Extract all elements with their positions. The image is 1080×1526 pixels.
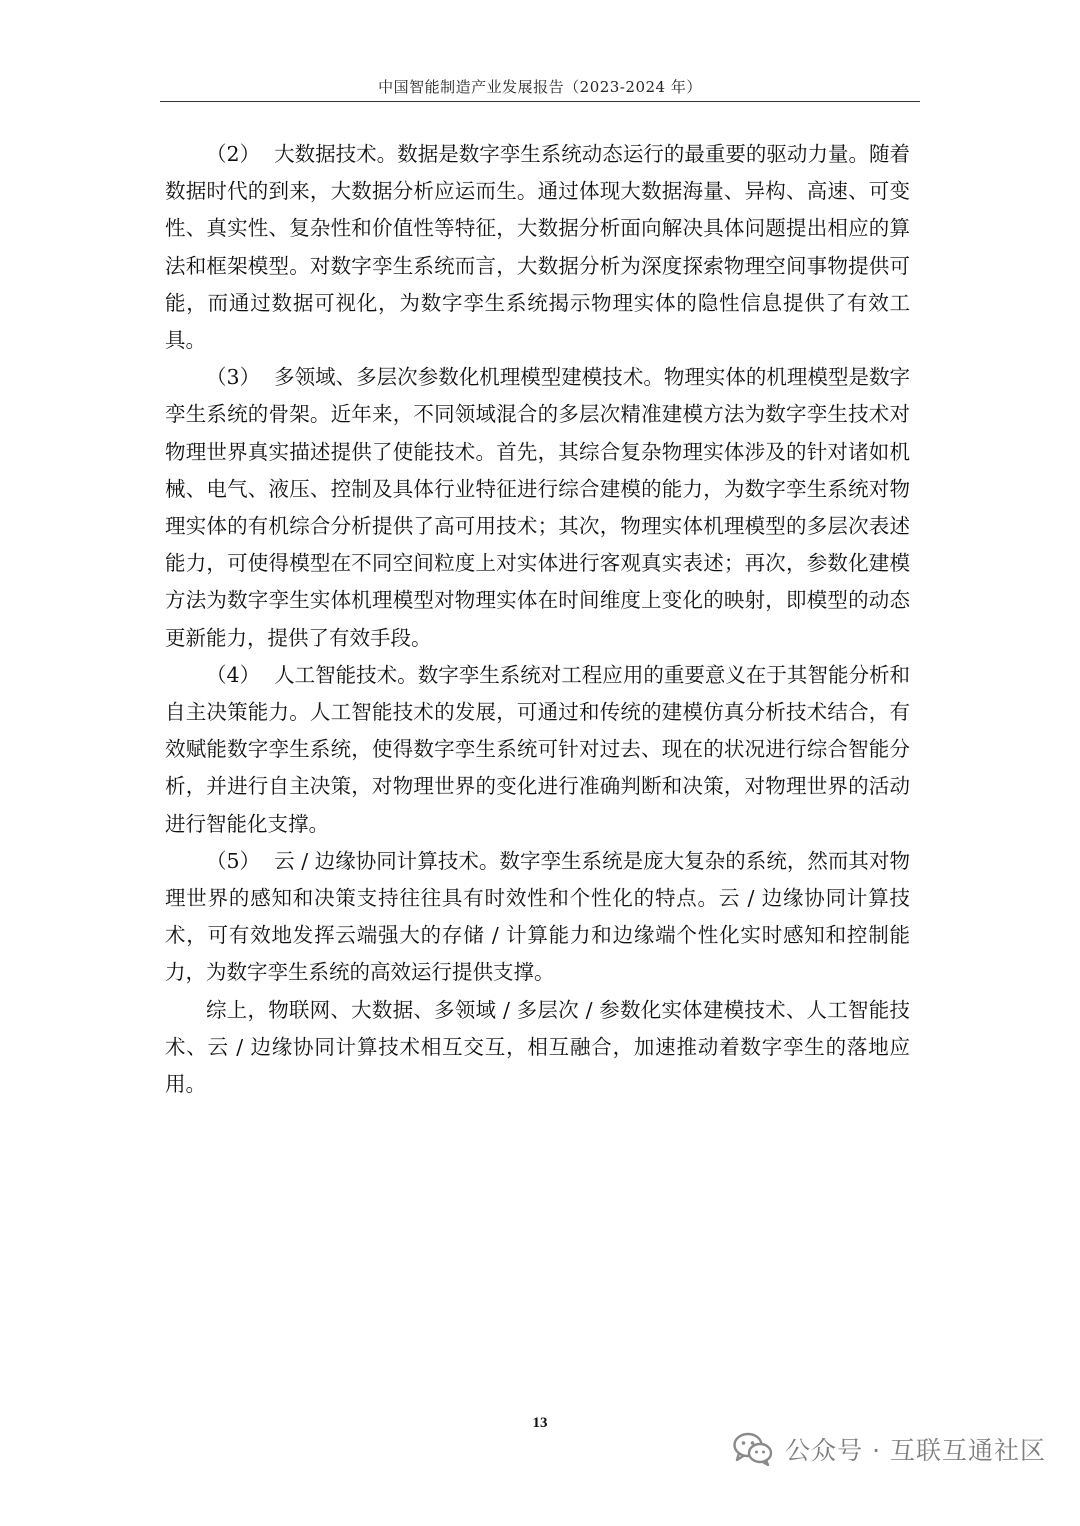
paragraph-text: 大数据技术。数据是数字孪生系统动态运行的最重要的驱动力量。随着数据时代的到来，大数据分析应运而生。通过体现大数据海量、异构、高速、可变性、真实性、复杂性和价值性等特征，大数据分析面向解决具体问题提出相应的算法和框架模型。对数字孪生系统而言，大数据分析为深度探索物理空间事物提供可能，而通过数据可视化，为数字孪生系统揭示物理实体的隐性信息提供了有效工具。 xyxy=(165,142,911,353)
body-text xyxy=(165,136,910,1103)
watermark xyxy=(733,1431,1046,1467)
paragraph-number: （4） xyxy=(206,662,261,687)
paragraph-text: 云 / 边缘协同计算技术。数字孪生系统是庞大复杂的系统，然而其对物理世界的感知和决策支持往往具有时效性和个性化的特点。云 / 边缘协同计算技术，可有效地发挥云端强大的存储 / 计算能力和边缘端个性化实时感知和控制能力，为数字孪生系统的高效运行提供支撑。 xyxy=(165,848,910,985)
paragraph-number: （5） xyxy=(206,848,261,873)
paragraph-number: （2） xyxy=(206,142,261,166)
wechat-icon xyxy=(733,1432,773,1466)
paragraph-text: 综上，物联网、大数据、多领域 / 多层次 / 参数化实体建模技术、人工智能技术、云 / 边缘协同计算技术相互交互，相互融合，加速推动着数字孪生的落地应用。 xyxy=(165,997,910,1097)
paragraph-2 xyxy=(165,136,910,359)
running-header: 中国智能制造产业发展报告（2023-2024 年） xyxy=(378,78,702,96)
paragraph-text: 人工智能技术。数字孪生系统对工程应用的重要意义在于其智能分析和自主决策能力。人工智能技术的发展，可通过和传统的建模仿真分析技术结合，有效赋能数字孪生系统，使得数字孪生系统可针对过去、现在的状况进行综合智能分析，并进行自主决策，对物理世界的变化进行准确判断和决策，对物理世界的活动进行智能化支撑。 xyxy=(165,662,911,836)
paragraph-text: 多领域、多层次参数化机理模型建模技术。物理实体的机理模型是数字孪生系统的骨架。近年来，不同领域混合的多层次精准建模方法为数字孪生技术对物理世界真实描述提供了使能技术。首先，其综合复杂物理实体涉及的针对诸如机械、电气、液压、控制及具体行业特征进行综合建模的能力，为数字孪生系统对物理实体的有机综合分析提供了高可用技术；其次，物理实体机理模型的多层次表述能力，可使得模型在不同空间粒度上对实体进行客观真实表述；再次，参数化建模方法为数字孪生实体机理模型对物理实体在时间维度上变化的映射，即模型的动态更新能力，提供了有效手段。 xyxy=(165,365,911,650)
paragraph-summary xyxy=(165,992,910,1104)
watermark-text: 公众号 · 互联互通社区 xyxy=(785,1436,1046,1465)
paragraph-4 xyxy=(165,657,910,843)
paragraph-3 xyxy=(165,359,910,657)
page-number: 13 xyxy=(532,1415,548,1431)
header-divider xyxy=(160,101,920,102)
paragraph-number: （3） xyxy=(206,365,261,390)
paragraph-5 xyxy=(165,843,910,992)
